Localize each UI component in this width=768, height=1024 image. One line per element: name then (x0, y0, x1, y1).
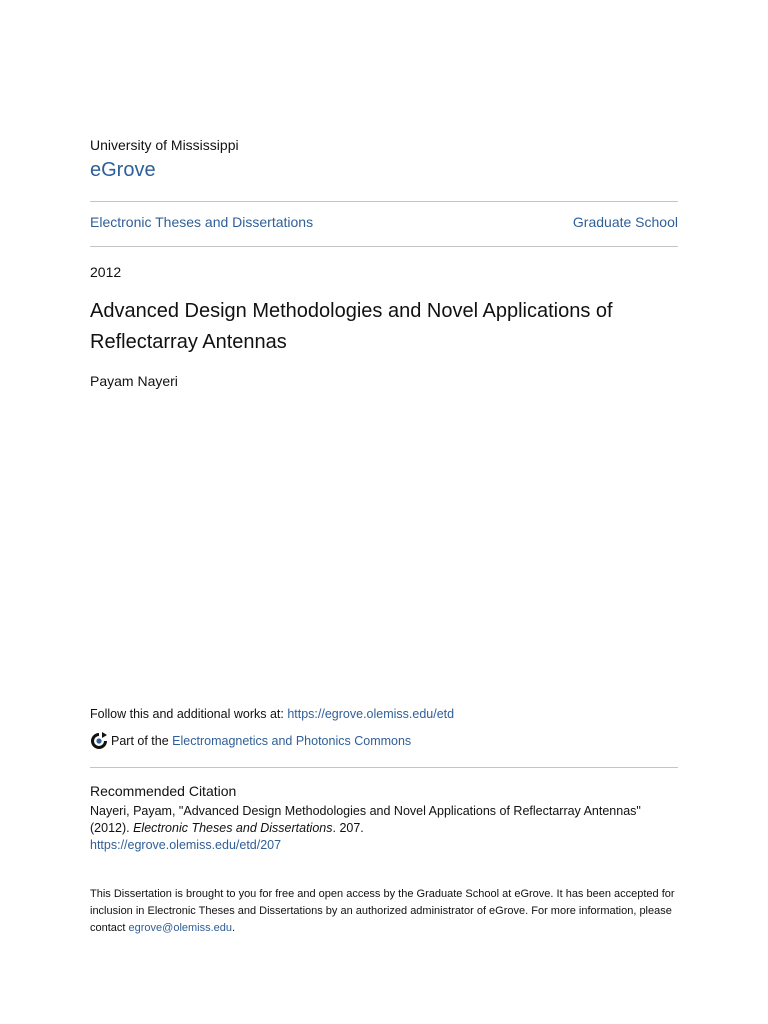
footer-end: . (232, 922, 236, 934)
citation-series: Electronic Theses and Dissertations (133, 821, 333, 835)
commons-link[interactable]: Electromagnetics and Photonics Commons (172, 734, 412, 748)
footer-note (90, 886, 678, 937)
follow-line (90, 706, 454, 722)
citation-number: . 207. (332, 821, 364, 835)
divider-nav (90, 246, 678, 247)
document-title: Advanced Design Methodologies and Novel Applications of Reflectarray Antennas (90, 300, 613, 353)
cover-page (90, 0, 678, 1024)
divider-citation (90, 767, 678, 768)
etd-collection-link[interactable]: https://egrove.olemiss.edu/etd (287, 707, 455, 721)
part-of-line (90, 730, 411, 752)
egrove-link[interactable]: eGrove (90, 159, 156, 181)
part-of-prefix: Part of the (111, 734, 169, 748)
follow-prefix: Follow this and additional works at: (90, 707, 288, 721)
citation-url-link[interactable]: https://egrove.olemiss.edu/etd/207 (90, 838, 282, 852)
footer-text: This Dissertation is brought to you for free and open access by the Graduate School at eGrove. It has been accepted for inclusion in Electronic Theses and Dissertations by an authorized administrator of eGrove. For more information, please contact (90, 888, 675, 934)
citation-block (90, 803, 678, 854)
series-link[interactable]: Electronic Theses and Dissertations (90, 214, 314, 230)
university-name: University of Mississippi (90, 137, 239, 153)
citation-text: Nayeri, Payam, "Advanced Design Methodologies and Novel Applications of Reflectarray Antennas" (2012). (90, 804, 641, 835)
bepress-commons-icon (90, 731, 108, 751)
contact-email-link[interactable]: egrove@olemiss.edu (128, 922, 233, 934)
breadcrumb-row (90, 213, 678, 231)
graduate-school-link[interactable]: Graduate School (572, 214, 678, 230)
divider-top (90, 201, 678, 202)
citation-heading: Recommended Citation (90, 783, 237, 799)
publication-year: 2012 (90, 264, 122, 280)
document-author: Payam Nayeri (90, 373, 178, 389)
